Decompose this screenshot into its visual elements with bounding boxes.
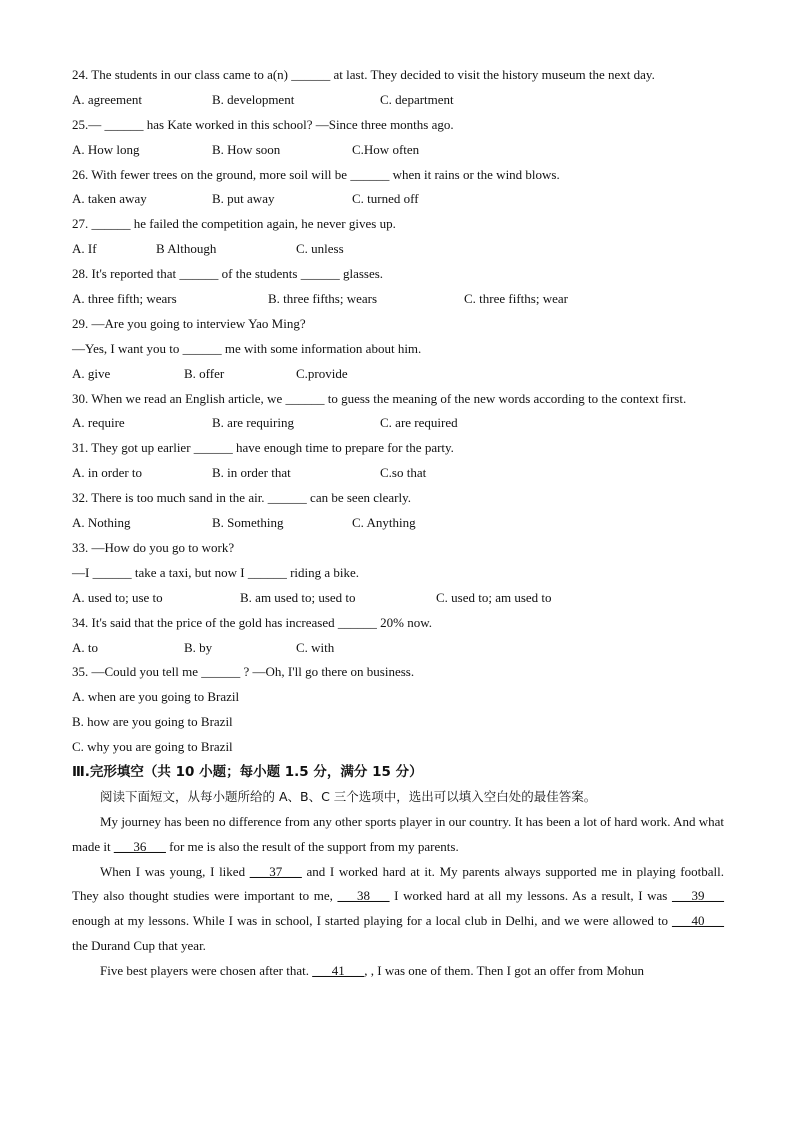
option-c: C. with <box>296 639 335 655</box>
option-b: B. Something <box>212 515 284 531</box>
option-a: A. when are you going to Brazil <box>72 689 240 705</box>
blank-41: ___41___ <box>312 963 365 979</box>
option-c: C. are required <box>380 415 458 431</box>
passage-text: , , I was one of them. Then I got an offer from Mohun <box>364 963 644 979</box>
option-a: A. How long <box>72 141 140 157</box>
option-a: A. to <box>72 639 98 655</box>
question-30-stem: 30. When we read an English article, we ______ to guess the meaning of the new words according to the context first. <box>72 390 687 406</box>
option-b: B Although <box>156 241 217 257</box>
question-25-stem: 25.— ______ has Kate worked in this school? —Since three months ago. <box>72 116 454 132</box>
option-a: A. require <box>72 415 125 431</box>
question-33-response: —I ______ take a taxi, but now I ______ riding a bike. <box>72 564 360 580</box>
option-c: C. unless <box>296 241 344 257</box>
option-a: A. give <box>72 365 111 381</box>
option-c: C.so that <box>380 465 427 481</box>
exam-page <box>72 63 724 984</box>
option-c: C. department <box>380 91 454 107</box>
option-a: A. agreement <box>72 91 143 107</box>
option-a: A. three fifth; wears <box>72 291 177 307</box>
option-c: C. why you are going to Brazil <box>72 739 233 755</box>
question-31-options <box>72 461 724 486</box>
option-b: B. offer <box>184 365 225 381</box>
option-b: B. am used to; used to <box>240 589 356 605</box>
blank-38: ___38___ <box>337 888 390 904</box>
question-24-options <box>72 88 724 113</box>
option-b: B. three fifths; wears <box>268 291 378 307</box>
question-30-options <box>72 411 724 436</box>
question-31-stem: 31. They got up earlier ______ have enough time to prepare for the party. <box>72 440 454 456</box>
passage-text: My journey has been no difference from any other sports player in our country. It has been a lot of hard work. And what made it <box>72 813 724 854</box>
option-b: B. how are you going to Brazil <box>72 714 233 730</box>
blank-40: ___40___ <box>672 913 724 929</box>
blank-39: ___39___ <box>672 888 724 904</box>
question-26-options <box>72 187 724 212</box>
passage-text: Five best players were chosen after that. <box>100 963 313 979</box>
option-a: A. Nothing <box>72 515 131 531</box>
question-28-options <box>72 287 724 312</box>
question-24-stem: 24. The students in our class came to a(n) ______ at last. They decided to visit the history museum the next day. <box>72 67 655 82</box>
section-heading: Ⅲ.完形填空（共 10 小题；每小题 1.5 分，满分 15 分） <box>72 763 423 780</box>
option-b: B. are requiring <box>212 415 294 431</box>
option-c: C. turned off <box>352 191 419 207</box>
passage-paragraph-2 <box>72 860 724 960</box>
option-c: C. Anything <box>352 515 416 531</box>
option-b: B. How soon <box>212 141 281 157</box>
option-b: B. in order that <box>212 465 291 481</box>
option-a: A. used to; use to <box>72 589 163 605</box>
question-28-stem: 28. It's reported that ______ of the students ______ glasses. <box>72 266 384 282</box>
question-35-stem: 35. —Could you tell me ______ ? —Oh, I'll go there on business. <box>72 664 415 680</box>
question-27-stem: 27. ______ he failed the competition again, he never gives up. <box>72 216 396 232</box>
question-29-response: —Yes, I want you to ______ me with some information about him. <box>72 340 422 356</box>
question-29-options <box>72 362 724 387</box>
question-32-options <box>72 511 724 536</box>
option-a: A. If <box>72 241 97 257</box>
question-26-stem: 26. With fewer trees on the ground, more soil will be ______ when it rains or the wind blows. <box>72 166 560 182</box>
blank-36: ___36___ <box>113 838 166 854</box>
passage-text: enough at my lessons. While I was in school, I started playing for a local club in Delhi, and we were allowed to <box>72 913 672 929</box>
option-b: B. put away <box>212 191 275 207</box>
passage-paragraph-3 <box>72 959 724 984</box>
passage-text: for me is also the result of the support from my parents. <box>165 838 459 854</box>
passage-paragraph-1 <box>72 810 724 860</box>
option-c: C.How often <box>352 141 420 157</box>
question-32-stem: 32. There is too much sand in the air. ______ can be seen clearly. <box>72 490 411 506</box>
section-instruction: 阅读下面短文，从每小题所给的 A、B、C 三个选项中，选出可以填入空白处的最佳答案。 <box>100 788 597 804</box>
option-c: C.provide <box>296 365 348 381</box>
passage-text: the Durand Cup that year. <box>72 938 206 954</box>
question-34-options <box>72 636 724 661</box>
option-b: B. development <box>212 91 295 107</box>
option-c: C. three fifths; wear <box>464 291 568 307</box>
passage-text: When I was young, I liked <box>100 863 250 879</box>
blank-37: ___37___ <box>249 863 302 879</box>
question-29-stem: 29. —Are you going to interview Yao Ming? <box>72 315 306 331</box>
question-25-options <box>72 138 724 163</box>
passage-text: and I worked hard at it. My parents always supported me in playing football. They also thought studies were important to me, <box>72 863 724 904</box>
question-34-stem: 34. It's said that the price of the gold has increased ______ 20% now. <box>72 614 432 630</box>
option-c: C. used to; am used to <box>436 589 552 605</box>
question-33-options <box>72 586 724 611</box>
option-a: A. in order to <box>72 465 143 481</box>
question-33-stem: 33. —How do you go to work? <box>72 539 235 555</box>
question-27-options <box>72 237 724 262</box>
passage-text: I worked hard at all my lessons. As a result, I was <box>389 888 672 904</box>
option-a: A. taken away <box>72 191 147 207</box>
option-b: B. by <box>184 639 213 655</box>
